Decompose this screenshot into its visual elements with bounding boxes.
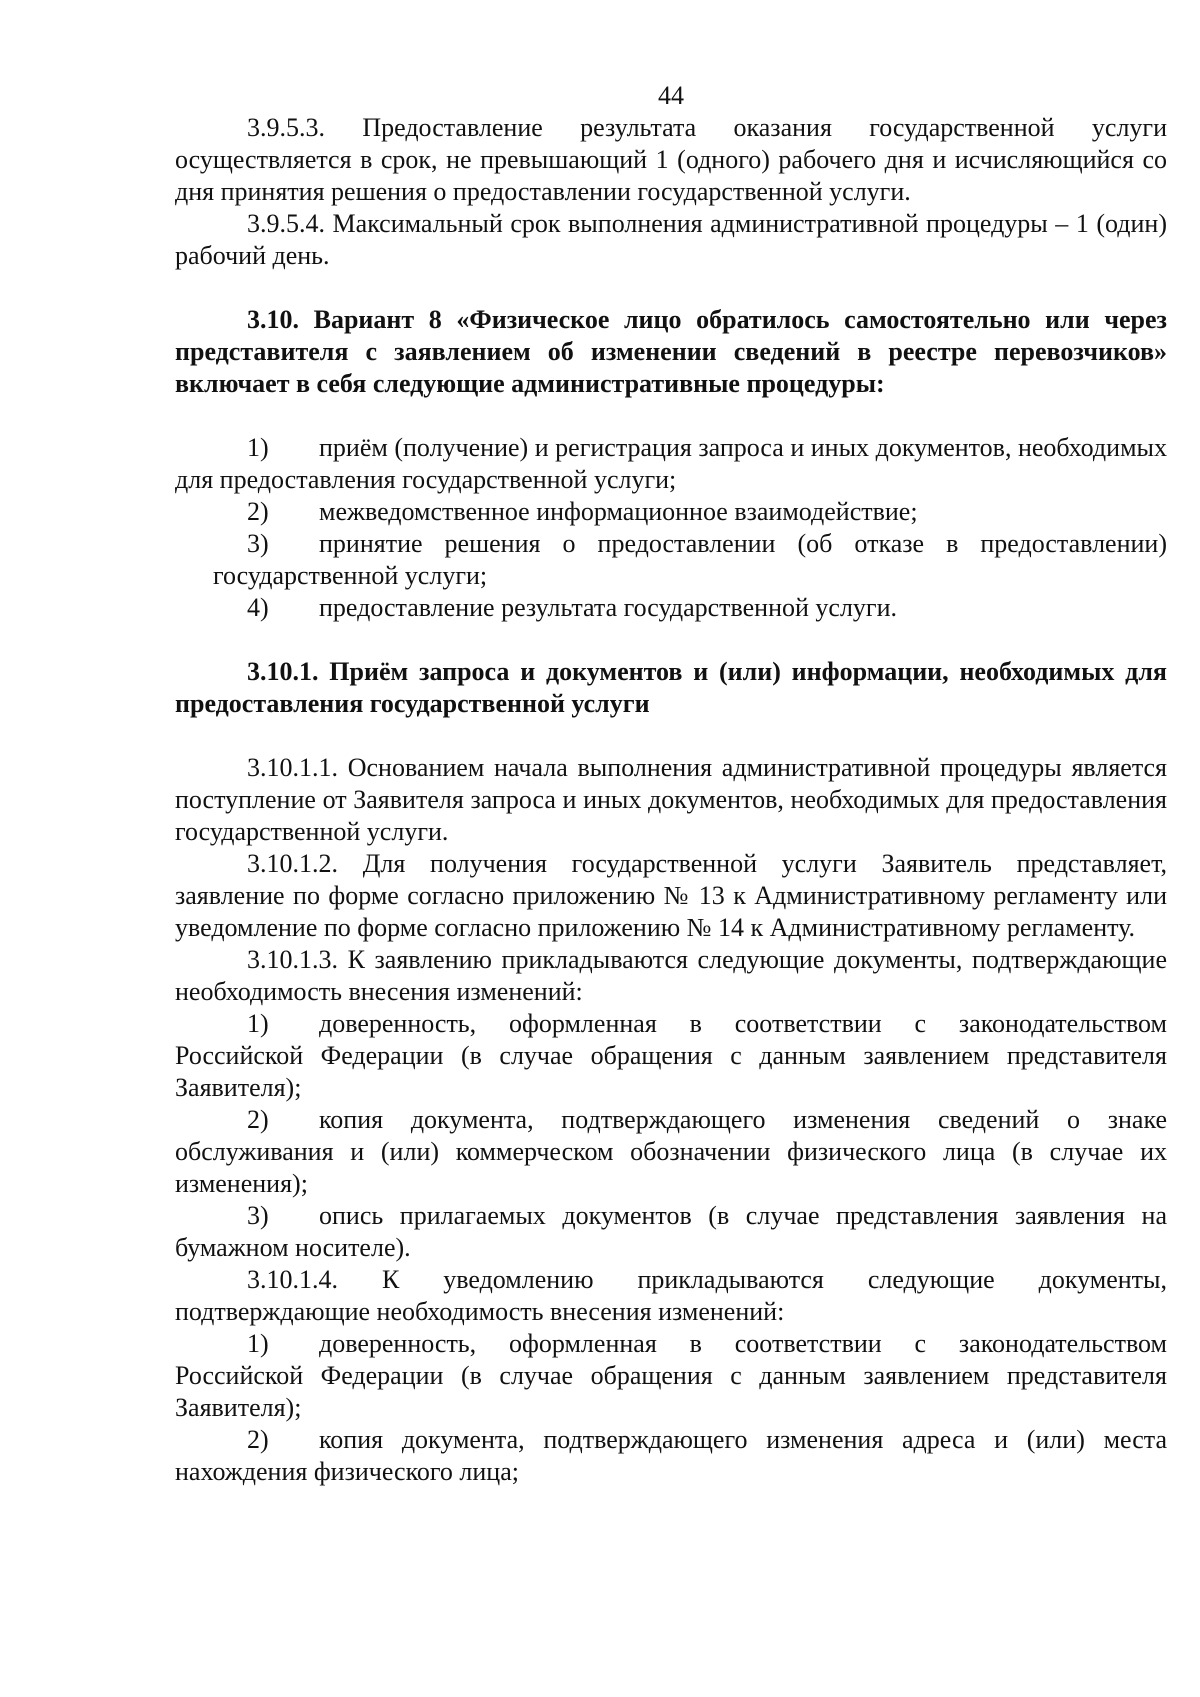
list-item-number: 4): [247, 593, 269, 622]
paragraph-3-10-1-3: 3.10.1.3. К заявлению прикладываются следующие документы, подтверждающие необходимость внесения изменений:: [175, 945, 1167, 1006]
list-item: [175, 432, 1167, 496]
list-item-text: межведомственное информационное взаимодействие;: [319, 497, 918, 526]
page-number: 44: [658, 81, 684, 110]
section-heading-3-10-1: 3.10.1. Приём запроса и документов и (или) информации, необходимых для предоставления государственной услуги: [175, 657, 1167, 718]
list-item: [175, 1104, 1167, 1200]
paragraph-3-10-1-4: 3.10.1.4. К уведомлению прикладываются следующие документы, подтверждающие необходимость внесения изменений:: [175, 1265, 1167, 1326]
section-heading-3-10: 3.10. Вариант 8 «Физическое лицо обратилось самостоятельно или через представителя с заявлением об изменении сведений в реестре перевозчиков» включает в себя следующие административные процедуры:: [175, 305, 1167, 398]
list-item-text: приём (получение) и регистрация запроса и иных документов, необходимых для предоставления государственной услуги;: [175, 433, 1167, 494]
list-item: [175, 1424, 1167, 1488]
list-item-number: 2): [247, 497, 269, 526]
list-item-text: предоставление результата государственной услуги.: [319, 593, 898, 622]
list-item: [175, 528, 1167, 592]
spacer: [175, 624, 1167, 656]
paragraph-3-10-1-2: 3.10.1.2. Для получения государственной услуги Заявитель представляет, заявление по форме согласно приложению № 13 к Административному регламенту или уведомление по форме согласно приложению № 14 к Административному регламенту.: [175, 849, 1167, 942]
spacer: [175, 400, 1167, 432]
list-item: [175, 1008, 1167, 1104]
spacer: [175, 720, 1167, 752]
list-item: [175, 1200, 1167, 1264]
list-item-number: 1): [247, 1009, 269, 1038]
list-item-text: доверенность, оформленная в соответствии с законодательством Российской Федерации (в случае обращения с данным заявлением представителя Заявителя);: [175, 1009, 1167, 1102]
list-item-text: копия документа, подтверждающего изменения адреса и (или) места нахождения физического лица;: [175, 1425, 1167, 1486]
list-item: [175, 592, 1167, 624]
list-item-number: 2): [247, 1425, 269, 1454]
paragraph-3-9-5-4: 3.9.5.4. Максимальный срок выполнения административной процедуры – 1 (один) рабочий день.: [175, 209, 1167, 270]
document-page: [175, 80, 1167, 1488]
list-item-number: 2): [247, 1105, 269, 1134]
list-item-number: 3): [247, 529, 269, 558]
paragraph-3-10-1-1: 3.10.1.1. Основанием начала выполнения административной процедуры является поступление от Заявителя запроса и иных документов, необходимых для предоставления государственной услуги.: [175, 753, 1167, 846]
spacer: [175, 272, 1167, 304]
list-item: [175, 1328, 1167, 1424]
list-item-text: принятие решения о предоставлении (об отказе в предоставлении) государственной услуги;: [213, 529, 1167, 590]
list-item-text: доверенность, оформленная в соответствии с законодательством Российской Федерации (в случае обращения с данным заявлением представителя Заявителя);: [175, 1329, 1167, 1422]
list-item-text: копия документа, подтверждающего изменения сведений о знаке обслуживания и (или) коммерческом обозначении физического лица (в случае их изменения);: [175, 1105, 1167, 1198]
list-item: [175, 496, 1167, 528]
list-item-number: 1): [247, 1329, 269, 1358]
list-item-number: 3): [247, 1201, 269, 1230]
list-item-number: 1): [247, 433, 269, 462]
list-item-text: опись прилагаемых документов (в случае представления заявления на бумажном носителе).: [175, 1201, 1167, 1262]
paragraph-3-9-5-3: 3.9.5.3. Предоставление результата оказания государственной услуги осуществляется в срок, не превышающий 1 (одного) рабочего дня и исчисляющийся со дня принятия решения о предоставлении государственной услуги.: [175, 113, 1167, 206]
